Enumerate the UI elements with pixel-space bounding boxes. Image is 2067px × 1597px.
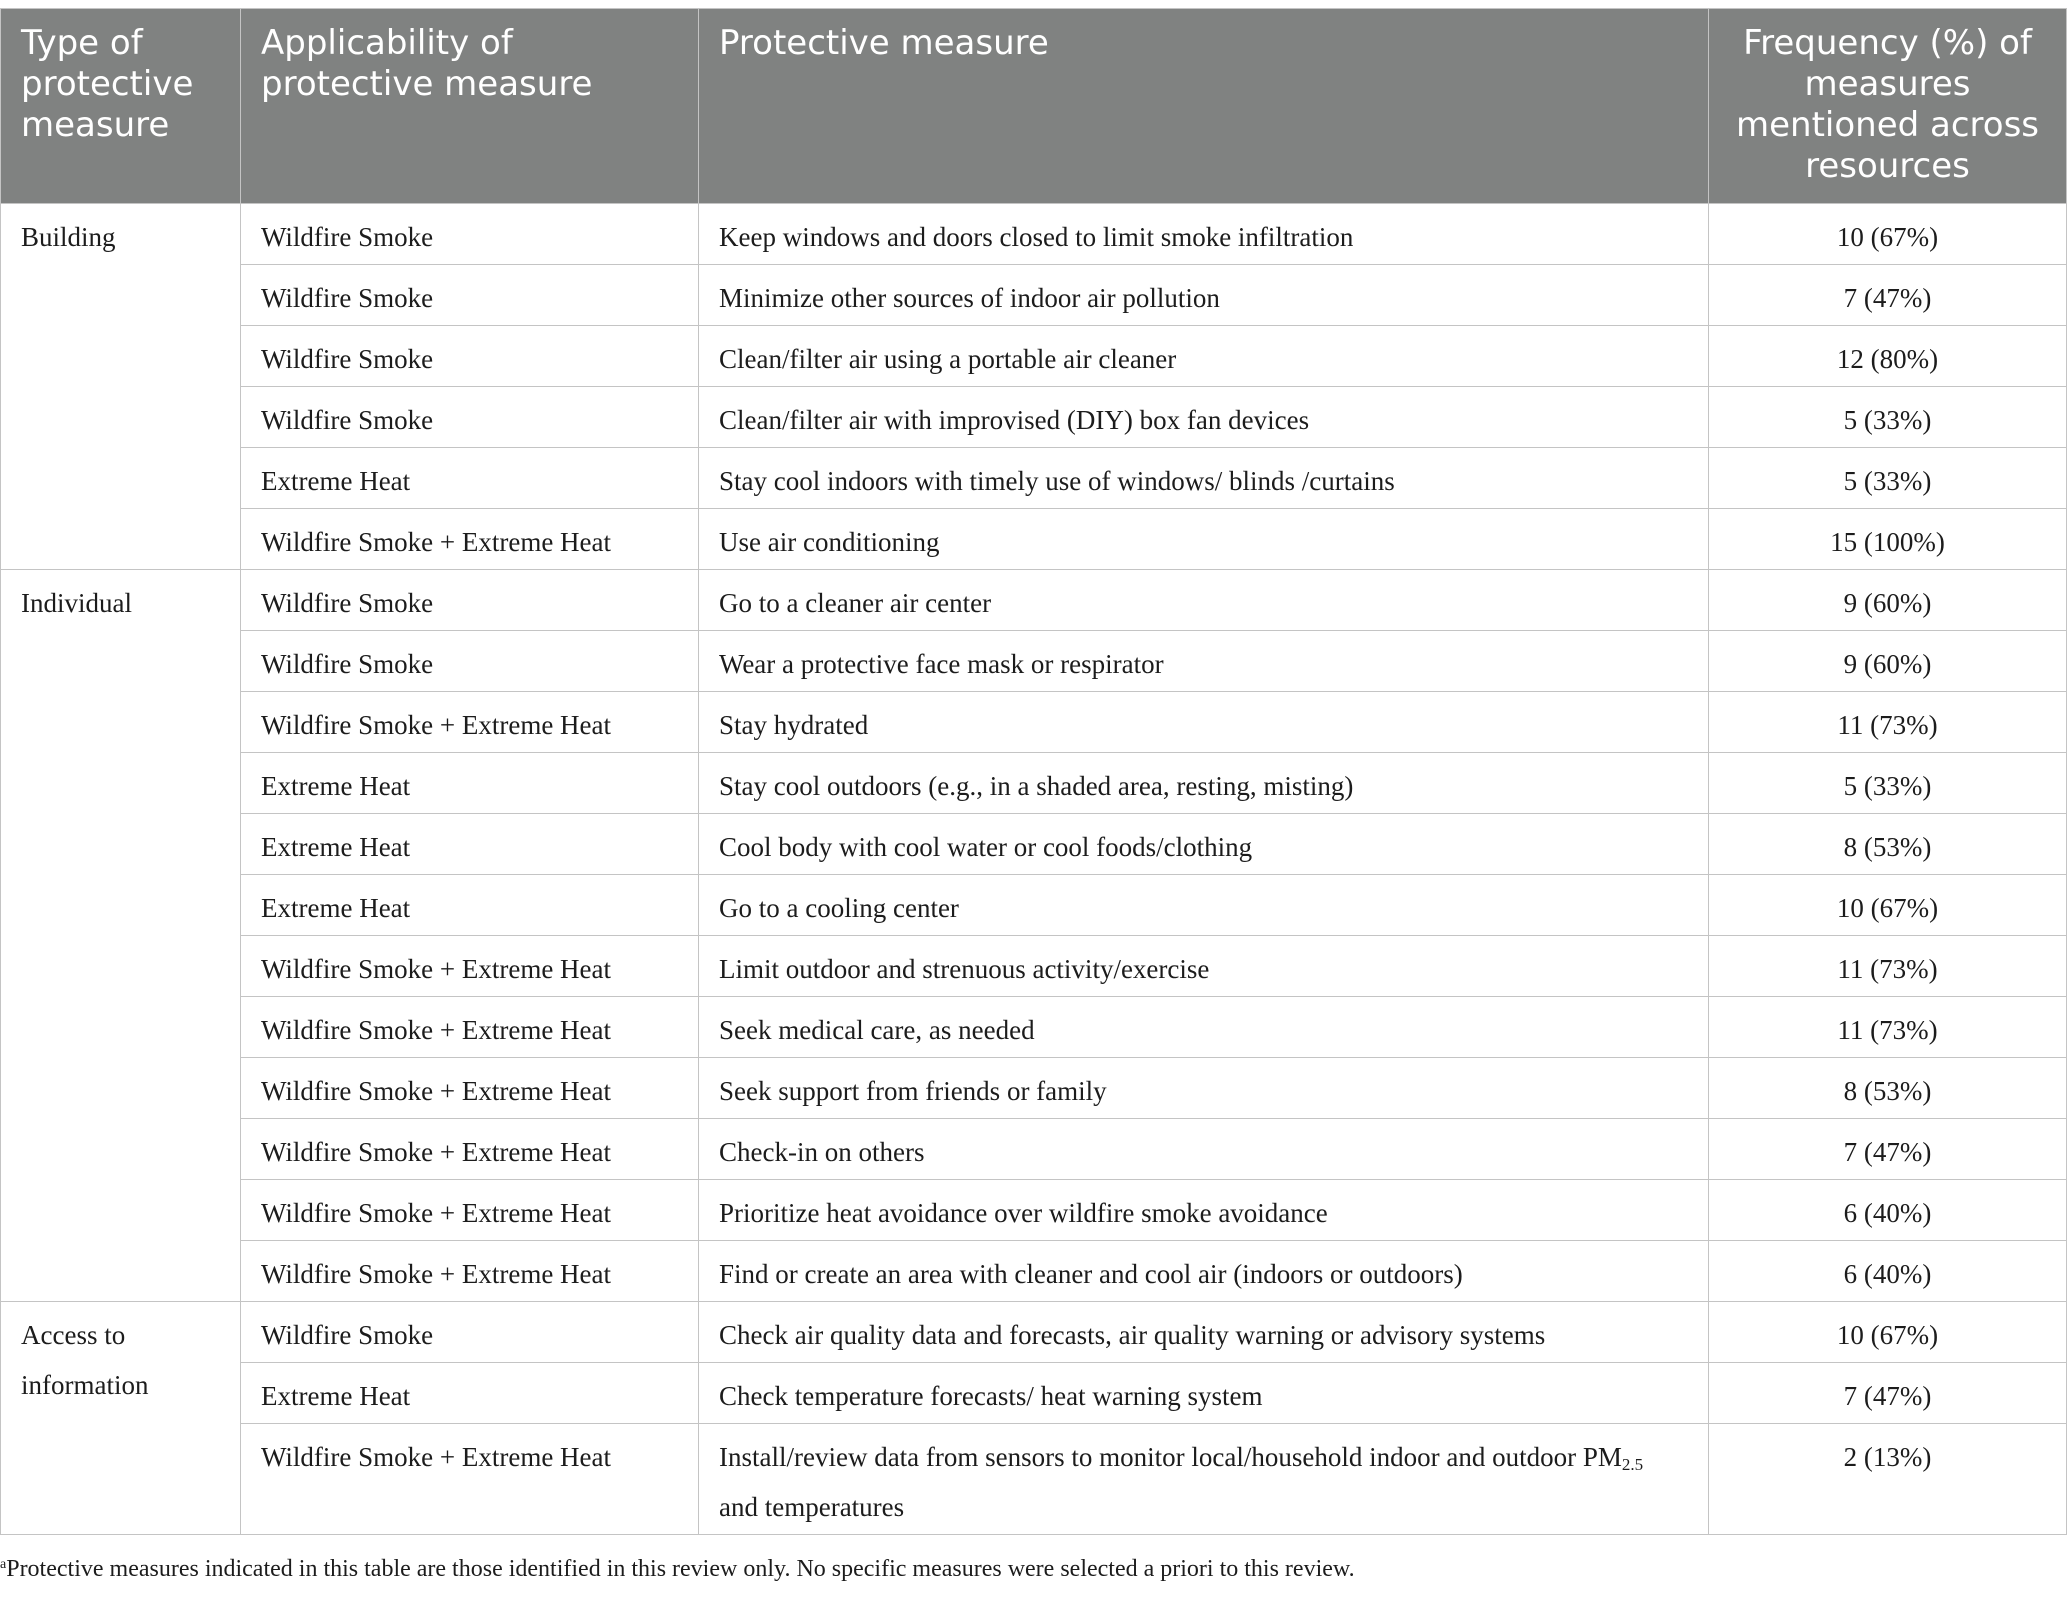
measure-cell: Clean/filter air with improvised (DIY) box fan devices bbox=[699, 387, 1709, 448]
measure-cell: Limit outdoor and strenuous activity/exercise bbox=[699, 936, 1709, 997]
frequency-cell: 10 (67%) bbox=[1709, 875, 2067, 936]
applicability-cell: Wildfire Smoke bbox=[241, 326, 699, 387]
table-row bbox=[1, 1424, 2067, 1535]
applicability-cell: Wildfire Smoke + Extreme Heat bbox=[241, 692, 699, 753]
frequency-cell: 11 (73%) bbox=[1709, 692, 2067, 753]
table-row bbox=[1, 936, 2067, 997]
table-row bbox=[1, 875, 2067, 936]
header-applicability: Applicability of protective measure bbox=[241, 9, 699, 204]
frequency-cell: 8 (53%) bbox=[1709, 814, 2067, 875]
measure-cell: Stay hydrated bbox=[699, 692, 1709, 753]
footnote-text: Protective measures indicated in this table are those identified in this review only. No specific measures were selected a priori to this review. bbox=[6, 1556, 1355, 1582]
table-row bbox=[1, 1241, 2067, 1302]
frequency-cell: 5 (33%) bbox=[1709, 448, 2067, 509]
applicability-cell: Extreme Heat bbox=[241, 753, 699, 814]
table-row bbox=[1, 1058, 2067, 1119]
frequency-cell: 7 (47%) bbox=[1709, 265, 2067, 326]
table-row bbox=[1, 387, 2067, 448]
applicability-cell: Extreme Heat bbox=[241, 875, 699, 936]
applicability-cell: Wildfire Smoke + Extreme Heat bbox=[241, 1241, 699, 1302]
table-row bbox=[1, 631, 2067, 692]
header-type: Type of protective measure bbox=[1, 9, 241, 204]
table-row bbox=[1, 204, 2067, 265]
header-row bbox=[1, 9, 2067, 204]
measure-cell: Check temperature forecasts/ heat warning system bbox=[699, 1363, 1709, 1424]
frequency-cell: 9 (60%) bbox=[1709, 631, 2067, 692]
applicability-cell: Wildfire Smoke bbox=[241, 570, 699, 631]
measure-text-tail: and temperatures bbox=[719, 1492, 905, 1522]
applicability-cell: Extreme Heat bbox=[241, 1363, 699, 1424]
applicability-cell: Extreme Heat bbox=[241, 448, 699, 509]
table-row bbox=[1, 1363, 2067, 1424]
measure-cell: Cool body with cool water or cool foods/clothing bbox=[699, 814, 1709, 875]
measure-cell: Keep windows and doors closed to limit smoke infiltration bbox=[699, 204, 1709, 265]
table-footnote bbox=[0, 1556, 1355, 1583]
footnote-marker: a bbox=[0, 1557, 7, 1572]
table-row bbox=[1, 692, 2067, 753]
frequency-cell: 5 (33%) bbox=[1709, 387, 2067, 448]
header-frequency: Frequency (%) of measures mentioned across resources bbox=[1709, 9, 2067, 204]
type-cell: Access to information bbox=[1, 1302, 241, 1535]
frequency-cell: 7 (47%) bbox=[1709, 1363, 2067, 1424]
table-row bbox=[1, 509, 2067, 570]
frequency-cell: 11 (73%) bbox=[1709, 997, 2067, 1058]
applicability-cell: Wildfire Smoke bbox=[241, 265, 699, 326]
pm-subscript: 2.5 bbox=[1621, 1455, 1644, 1474]
measure-cell bbox=[699, 1424, 1709, 1535]
frequency-cell: 10 (67%) bbox=[1709, 1302, 2067, 1363]
type-cell: Building bbox=[1, 204, 241, 570]
table-row bbox=[1, 448, 2067, 509]
measure-cell: Stay cool outdoors (e.g., in a shaded area, resting, misting) bbox=[699, 753, 1709, 814]
applicability-cell: Wildfire Smoke + Extreme Heat bbox=[241, 936, 699, 997]
table-row bbox=[1, 1180, 2067, 1241]
measure-cell: Go to a cleaner air center bbox=[699, 570, 1709, 631]
frequency-cell: 6 (40%) bbox=[1709, 1180, 2067, 1241]
table-row bbox=[1, 265, 2067, 326]
frequency-cell: 6 (40%) bbox=[1709, 1241, 2067, 1302]
measure-cell: Check-in on others bbox=[699, 1119, 1709, 1180]
applicability-cell: Wildfire Smoke + Extreme Heat bbox=[241, 509, 699, 570]
measure-cell: Clean/filter air using a portable air cleaner bbox=[699, 326, 1709, 387]
table-row bbox=[1, 1302, 2067, 1363]
measure-cell: Check air quality data and forecasts, air quality warning or advisory systems bbox=[699, 1302, 1709, 1363]
frequency-cell: 7 (47%) bbox=[1709, 1119, 2067, 1180]
frequency-cell: 9 (60%) bbox=[1709, 570, 2067, 631]
applicability-cell: Extreme Heat bbox=[241, 814, 699, 875]
table-row bbox=[1, 814, 2067, 875]
measure-cell: Minimize other sources of indoor air pollution bbox=[699, 265, 1709, 326]
frequency-cell: 2 (13%) bbox=[1709, 1424, 2067, 1535]
applicability-cell: Wildfire Smoke bbox=[241, 1302, 699, 1363]
header-measure: Protective measure bbox=[699, 9, 1709, 204]
frequency-cell: 10 (67%) bbox=[1709, 204, 2067, 265]
frequency-cell: 12 (80%) bbox=[1709, 326, 2067, 387]
frequency-cell: 15 (100%) bbox=[1709, 509, 2067, 570]
applicability-cell: Wildfire Smoke bbox=[241, 204, 699, 265]
measure-cell: Stay cool indoors with timely use of windows/ blinds /curtains bbox=[699, 448, 1709, 509]
applicability-cell: Wildfire Smoke bbox=[241, 631, 699, 692]
applicability-cell: Wildfire Smoke bbox=[241, 387, 699, 448]
measure-cell: Find or create an area with cleaner and cool air (indoors or outdoors) bbox=[699, 1241, 1709, 1302]
measure-cell: Use air conditioning bbox=[699, 509, 1709, 570]
measure-cell: Go to a cooling center bbox=[699, 875, 1709, 936]
table-row bbox=[1, 997, 2067, 1058]
frequency-cell: 8 (53%) bbox=[1709, 1058, 2067, 1119]
protective-measures-table bbox=[0, 8, 2067, 1535]
measure-cell: Seek medical care, as needed bbox=[699, 997, 1709, 1058]
table-row bbox=[1, 570, 2067, 631]
measure-text: Install/review data from sensors to monitor local/household indoor and outdoor PM bbox=[719, 1442, 1622, 1472]
applicability-cell: Wildfire Smoke + Extreme Heat bbox=[241, 1180, 699, 1241]
frequency-cell: 5 (33%) bbox=[1709, 753, 2067, 814]
table-row bbox=[1, 753, 2067, 814]
measure-cell: Prioritize heat avoidance over wildfire smoke avoidance bbox=[699, 1180, 1709, 1241]
frequency-cell: 11 (73%) bbox=[1709, 936, 2067, 997]
table-row bbox=[1, 326, 2067, 387]
applicability-cell: Wildfire Smoke + Extreme Heat bbox=[241, 1058, 699, 1119]
applicability-cell: Wildfire Smoke + Extreme Heat bbox=[241, 1424, 699, 1535]
table-row bbox=[1, 1119, 2067, 1180]
type-cell: Individual bbox=[1, 570, 241, 1302]
applicability-cell: Wildfire Smoke + Extreme Heat bbox=[241, 997, 699, 1058]
applicability-cell: Wildfire Smoke + Extreme Heat bbox=[241, 1119, 699, 1180]
measure-cell: Wear a protective face mask or respirator bbox=[699, 631, 1709, 692]
measure-cell: Seek support from friends or family bbox=[699, 1058, 1709, 1119]
